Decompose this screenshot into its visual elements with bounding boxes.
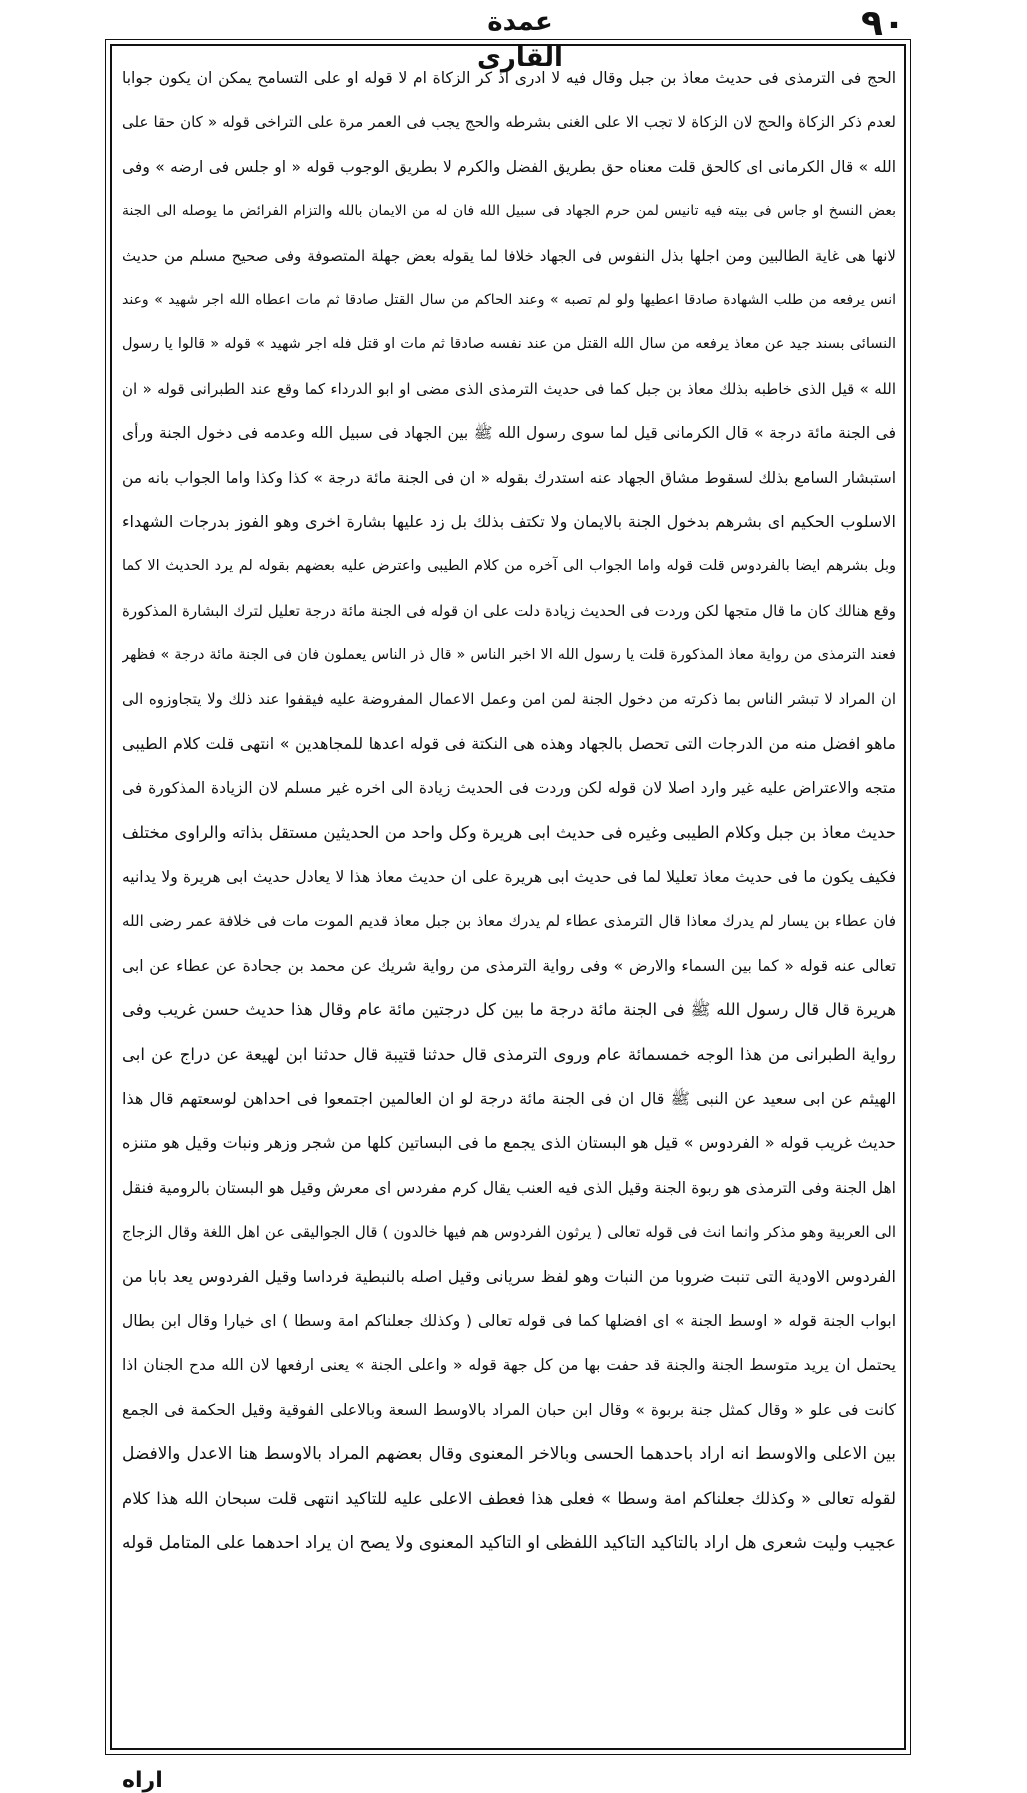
text-line: حديث معاذ بن جبل وكلام الطيبى وغيره فى حديث ابى هريرة وكل واحد من الحديثين مستقل بذاته والراوى مختلف — [122, 822, 896, 842]
text-line: الحج فى الترمذى فى حديث معاذ بن جبل وقال فيه لا ادرى اذ كر الزكاة ام لا قوله او على التسامح يمكن ان يكون جوابا — [122, 69, 896, 87]
catchword: اراه — [122, 1768, 163, 1793]
text-body — [122, 56, 896, 1565]
text-line: عجيب وليت شعرى هل اراد بالتاكيد التاكيد اللفظى او التاكيد المعنوى ولا يصح ان يراد احدهما على المتامل قوله — [122, 1532, 896, 1553]
text-line: بعض النسخ او جاس فى بيته فيه تانيس لمن حرم الجهاد فى سبيل الله فان له من الايمان بالله والتزام الفرائض ما يوصله الى الجنة — [122, 203, 896, 220]
text-line: انس يرفعه من طلب الشهادة صادقا اعطيها ولو لم تصبه » وعند الحاكم من سال القتل صادقا ثم مات اعطاه الله اجر شهيد » وعند — [122, 291, 896, 308]
text-line: متجه والاعتراض عليه غير وارد اصلا لان قوله لكن وردت فى الحديث زيادة الى اخره غير مسلم لان الزيادة المذكورة فى — [122, 779, 896, 798]
text-line: الهيثم عن ابى سعيد عن النبى ﷺ قال ان فى الجنة مائة درجة لو ان العالمين اجتمعوا فى احداهن لوسعتهم قال هذا — [122, 1088, 896, 1108]
text-line: حديث غريب قوله « الفردوس » قيل هو البستان الذى يجمع ما فى البساتين كلها من شجر وزهر ونبات وقيل هو متنزه — [122, 1133, 896, 1153]
text-line: فان عطاء بن يسار لم يدرك معاذا قال الترمذى عطاء لم يدرك معاذ بن جبل معاذ قديم الموت مات فى خلافة عمر رضى الله — [122, 912, 896, 931]
text-line: فعند الترمذى من رواية معاذ المذكورة قلت يا رسول الله الا اخبر الناس « قال ذر الناس يعملون فان فى الجنة مائة درجة » فظهر — [122, 647, 896, 664]
text-line: لقوله تعالى « وكذلك جعلناكم امة وسطا » فعلى هذا فعطف الاعلى عليه للتاكيد انتهى قلت سبحان الله هذا كلام — [122, 1488, 896, 1508]
text-line: لانها هى غاية الطالبين ومن اجلها بذل النفوس فى الجهاد خلافا لما يقوله بعض جهلة المتصوفة وفى صحيح مسلم من حديث — [122, 246, 896, 265]
text-line: وبل بشرهم ايضا بالفردوس قلت قوله واما الجواب الى آخره من كلام الطيبى واعترض عليه بعضهم بقوله لم يرد الحديث الا كما — [122, 558, 896, 575]
text-line: الله » قيل الذى خاطبه بذلك معاذ بن جبل كما فى حديث الترمذى الذى مضى او ابو الدرداء كما وقع عند الطبرانى قوله « ان — [122, 379, 896, 398]
text-line: ماهو افضل منه من الدرجات التى تحصل بالجهاد وهذه هى النكتة فى قوله اعدها للمجاهدين » انتهى قلت كلام الطيبى — [122, 733, 896, 753]
text-line: كانت فى علو « وقال كمثل جنة بربوة » وقال ابن حبان المراد بالاوسط السعة وبالاعلى الفوقية وقيل الحكمة فى الجمع — [122, 1400, 896, 1419]
text-line: ابواب الجنة قوله « اوسط الجنة » اى افضلها كما فى قوله تعالى ( وكذلك جعلناكم امة وسطا ) اى خيارا وقال ابن بطال — [122, 1311, 896, 1330]
text-line: الى العربية وهو مذكر وانما انث فى قوله تعالى ( يرثون الفردوس هم فيها خالدون ) قال الجواليقى عن اهل اللغة وقال الزجاج — [122, 1223, 896, 1242]
text-line: لعدم ذكر الزكاة والحج لان الزكاة لا تجب الا على الغنى بشرطه والحج يجب فى العمر مرة على التراخى قوله « كان حقا على — [122, 113, 896, 132]
text-line: رواية الطبرانى من هذا الوجه خمسمائة عام وروى الترمذى قال حدثنا قتيبة قال حدثنا ابن لهيعة عن دراج عن ابى — [122, 1044, 896, 1064]
text-line: وقع هنالك كان ما قال متجها لكن وردت فى الحديث زيادة دلت على ان قوله فى الجنة مائة درجة تعليل لترك البشارة المذكورة — [122, 601, 896, 620]
text-line: فى الجنة مائة درجة » قال الكرمانى قيل لما سوى رسول الله ﷺ بين الجهاد فى سبيل الله وعدمه فى دخول الجنة ورأى — [122, 424, 896, 443]
text-line: الله » قال الكرمانى اى كالحق قلت معناه حق بطريق الفضل والكرم لا بطريق الوجوب قوله « او جلس فى ارضه » وفى — [122, 157, 896, 176]
text-line: يحتمل ان يريد متوسط الجنة والجنة قد حفت بها من كل جهة قوله « واعلى الجنة » يعنى ارفعها لان الله مدح الجنان اذا — [122, 1356, 896, 1375]
text-line: الاسلوب الحكيم اى بشرهم بدخول الجنة بالايمان ولا تكتف بذلك بل زد عليها بشارة اخرى وهو الفوز بدرجات الشهداء — [122, 511, 896, 531]
text-line: استبشار السامع بذلك لسقوط مشاق الجهاد عنه استدرك بقوله « ان فى الجنة مائة درجة » كذا وكذا واما الجواب بانه من — [122, 468, 896, 487]
running-title: عمدة القارى — [477, 7, 563, 73]
text-line: الفردوس الاودية التى تنبت ضروبا من النبات وهو لفظ سريانى وقيل اصله بالنبطية فرداسا وقيل الفردوس يعد بابا من — [122, 1266, 896, 1286]
page-number: ٩٠ — [861, 3, 905, 44]
text-line: هريرة قال قال رسول الله ﷺ فى الجنة مائة درجة ما بين كل درجتين مائة عام وقال هذا حديث حسن غريب وفى — [122, 1000, 896, 1020]
text-line: تعالى عنه قوله « كما بين السماء والارض » وفى رواية الترمذى من رواية شريك عن محمد بن جحادة عن عطاء عن ابى — [122, 956, 896, 975]
text-line: النسائى بسند جيد عن معاذ يرفعه من سال الله القتل من عند نفسه صادقا ثم مات او قتل فله اجر شهيد » قوله « قالوا يا رسول — [122, 336, 896, 353]
text-line: بين الاعلى والاوسط انه اراد باحدهما الحسى وبالاخر المعنوى وقال بعضهم المراد بالاوسط هنا الاعدل والافضل — [122, 1444, 896, 1465]
text-line: اهل الجنة وفى الترمذى هو ربوة الجنة وقيل الذى فيه العنب يقال كرم مفردس اى معرش وقيل هو البستان بالرومية فنقل — [122, 1178, 896, 1197]
text-line: فكيف يكون ما فى حديث معاذ تعليلا لما فى حديث ابى هريرة على ان حديث معاذ هذا لا يعادل حديث ابى هريرة ولا يدانيه — [122, 868, 896, 887]
text-line: ان المراد لا تبشر الناس بما ذكرته من دخول الجنة لمن امن وعمل الاعمال المفروضة عليه فيقفوا عند ذلك ولا يتجاوزوه الى — [122, 690, 896, 709]
